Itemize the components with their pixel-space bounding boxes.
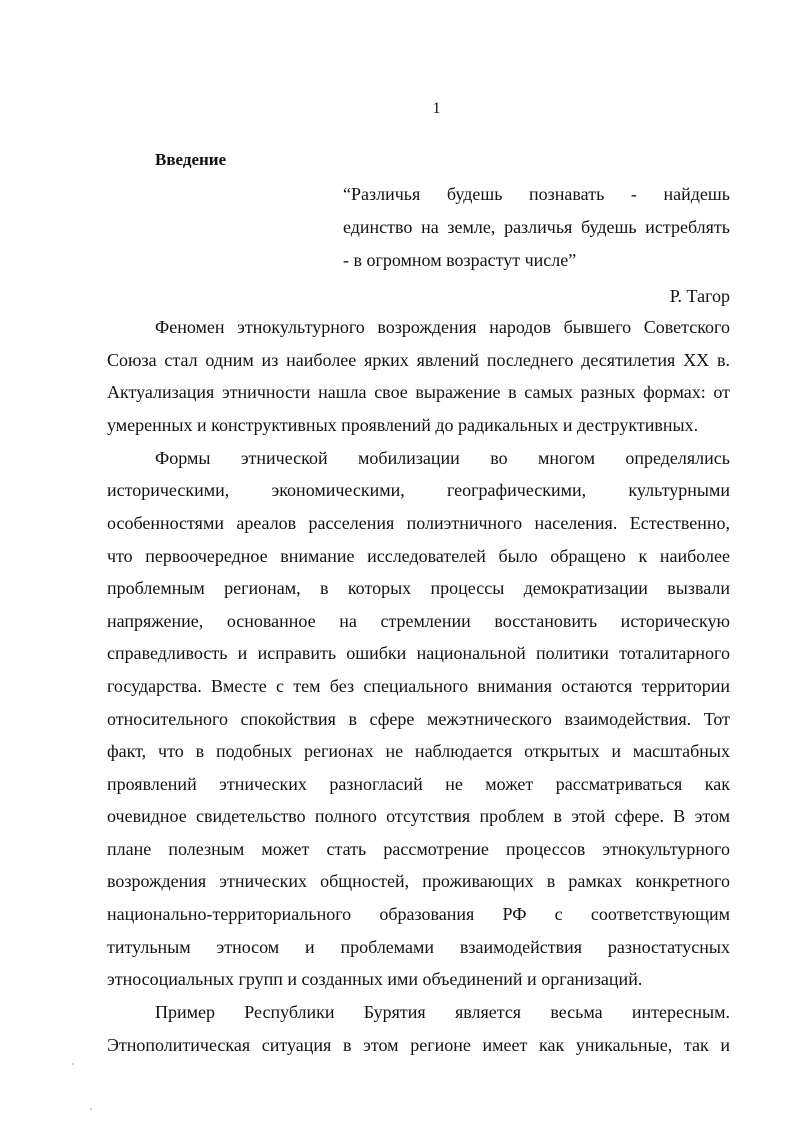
epigraph-line: - в огромном возрастут числе” [343,250,577,270]
paragraph-line: Феномен этнокультурного возрождения народов бывшего Советского [155,317,730,337]
paragraph-line: государства. Вместе с тем без специального внимания остаются территории [107,675,730,696]
paragraph-line: историческими, экономическими, географическими, культурными [107,480,730,501]
paragraph-line: относительного спокойствия в сфере межэтнического взаимодействия. Тот [107,708,730,729]
epigraph-line: единство на земле, различья будешь истреблять [343,217,730,237]
paragraph-line: особенностями ареалов расселения полиэтничного населения. Естественно, [107,512,730,533]
paragraph-line: возрождения этнических общностей, проживающих в рамках конкретного [107,871,730,892]
paragraph-line: этносоциальных групп и созданных ими объединений и организаций. [107,969,643,990]
epigraph-author: Р. Тагор [669,286,730,306]
paragraph-line: титульным этносом и проблемами взаимодействия разностатусных [107,936,730,957]
paragraph-line: справедливость и исправить ошибки национальной политики тоталитарного [107,643,730,664]
paragraph-line: национально-территориального образования РФ с соответствующим [107,904,730,925]
scan-speck [90,1108,92,1110]
paragraph-line: Этнополитическая ситуация в этом регионе имеет как уникальные, так и [107,1034,730,1055]
paragraph-line: умеренных и конструктивных проявлений до радикальных и деструктивных. [107,414,699,435]
paragraph-line: проявлений этнических разногласий не может рассматриваться как [107,773,730,794]
paragraph-line: проблемным регионам, в которых процессы демократизации вызвали [107,578,730,599]
section-heading: Введение [155,150,227,169]
paragraph-line: плане полезным может стать рассмотрение процессов этнокультурного [107,838,730,859]
paragraph-line: что первоочередное внимание исследователей было обращено к наиболее [107,545,730,566]
page-number: 1 [432,100,441,117]
paragraph-line: Актуализация этничности нашла свое выражение в самых разных формах: от [107,382,730,403]
epigraph-line: “Различья будешь познавать - найдешь [343,184,730,204]
paragraph-line: факт, что в подобных регионах не наблюдается открытых и масштабных [107,741,730,762]
paragraph-line: Пример Республики Бурятия является весьма интересным. [155,1002,730,1023]
paragraph-line: напряжение, основанное на стремлении восстановить историческую [107,610,730,631]
paragraph-line: очевидное свидетельство полного отсутствия проблем в этой сфере. В этом [107,806,730,827]
epigraph [343,178,730,277]
paragraph-line: Союза стал одним из наиболее ярких явлений последнего десятилетия XX в. [107,349,730,370]
paragraph-line: Формы этнической мобилизации во многом определялись [155,447,730,468]
body-text [107,311,730,1061]
scan-speck [72,1063,74,1065]
